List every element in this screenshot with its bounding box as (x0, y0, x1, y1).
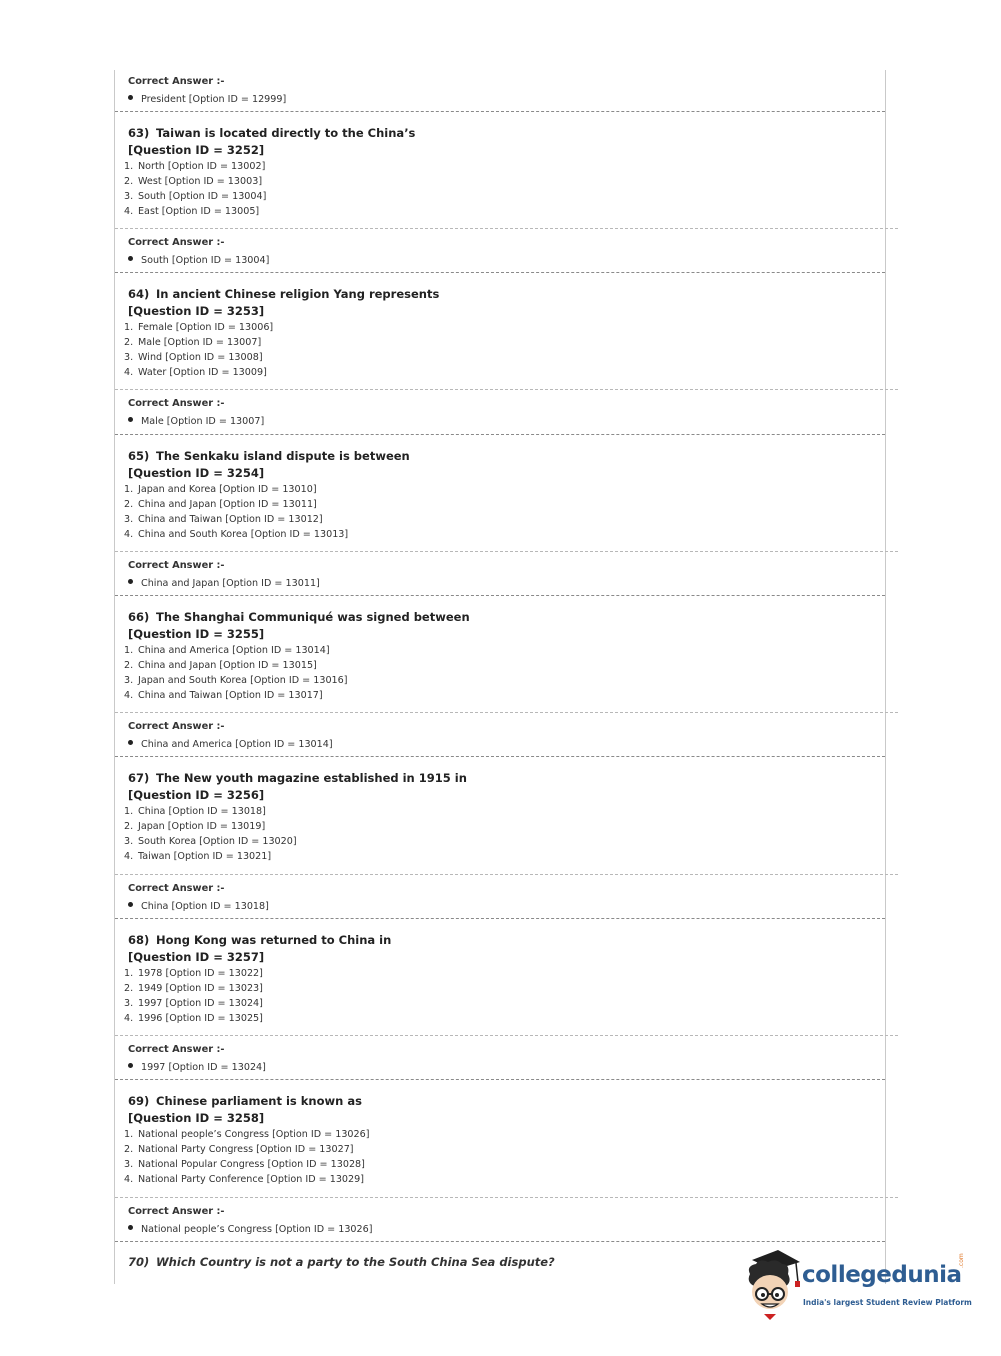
question-block (115, 125, 898, 219)
answer-label: Correct Answer :- (128, 237, 225, 248)
bullet-icon (128, 1063, 133, 1068)
bullet-icon (128, 740, 133, 745)
answer-label: Correct Answer :- (128, 1044, 225, 1055)
logo-tagline: India's largest Student Review Platform (803, 1298, 972, 1307)
question-block (115, 448, 898, 542)
bullet-icon (128, 902, 133, 907)
option-item: 4. 1996 [Option ID = 13025] (124, 1013, 263, 1024)
option-list (124, 482, 898, 542)
option-list (124, 320, 898, 380)
bullet-icon (128, 579, 133, 584)
question-title: 65) The Senkaku island dispute is between (128, 449, 410, 463)
question-separator (115, 111, 885, 112)
question-id: [Question ID = 3253] (128, 304, 265, 318)
answer-block (115, 389, 898, 430)
question-separator (115, 1241, 885, 1242)
option-item: 2. National Party Congress [Option ID = 13027] (124, 1144, 354, 1155)
question-title: 67) The New youth magazine established in 1915 in (128, 771, 467, 785)
document-page (114, 70, 886, 1284)
option-item: 1. 1978 [Option ID = 13022] (124, 968, 263, 979)
answer-block (115, 712, 898, 753)
logo-wordmark: collegedunia (802, 1262, 962, 1288)
answer-value: President [Option ID = 12999] (128, 92, 898, 108)
mascot-icon (742, 1248, 804, 1320)
option-list (124, 966, 898, 1026)
question-id: [Question ID = 3258] (128, 1111, 265, 1125)
question-separator (115, 756, 885, 757)
question-id: [Question ID = 3257] (128, 950, 265, 964)
question-title: 70) Which Country is not a party to the South China Sea dispute? (128, 1255, 555, 1269)
option-item: 2. China and Japan [Option ID = 13015] (124, 660, 317, 671)
option-item: 4. China and Taiwan [Option ID = 13017] (124, 690, 323, 701)
collegedunia-logo (742, 1248, 974, 1320)
option-item: 1. Japan and Korea [Option ID = 13010] (124, 484, 317, 495)
question-title: 69) Chinese parliament is known as (128, 1094, 362, 1108)
bullet-icon (128, 417, 133, 422)
option-item: 4. China and South Korea [Option ID = 13013] (124, 529, 349, 540)
answer-value: South [Option ID = 13004] (128, 253, 898, 269)
option-item: 4. Taiwan [Option ID = 13021] (124, 851, 272, 862)
option-item: 3. South [Option ID = 13004] (124, 191, 267, 202)
question-block (115, 609, 898, 703)
option-item: 4. Water [Option ID = 13009] (124, 367, 267, 378)
option-item: 1. Female [Option ID = 13006] (124, 322, 274, 333)
answer-value: China and Japan [Option ID = 13011] (128, 576, 898, 592)
option-item: 3. Japan and South Korea [Option ID = 13016] (124, 675, 348, 686)
answer-label: Correct Answer :- (128, 560, 225, 571)
question-block (115, 1093, 898, 1187)
question-id: [Question ID = 3254] (128, 466, 265, 480)
question-separator (115, 272, 885, 273)
question-block (115, 932, 898, 1026)
option-item: 2. West [Option ID = 13003] (124, 176, 263, 187)
option-item: 1. China and America [Option ID = 13014] (124, 645, 330, 656)
bullet-icon (128, 95, 133, 100)
option-item: 1. China [Option ID = 13018] (124, 806, 266, 817)
option-item: 3. National Popular Congress [Option ID = 13028] (124, 1159, 365, 1170)
question-separator (115, 434, 885, 435)
option-item: 1. North [Option ID = 13002] (124, 161, 266, 172)
answer-block (115, 228, 898, 269)
answer-value: Male [Option ID = 13007] (128, 414, 898, 430)
answer-label: Correct Answer :- (128, 1206, 225, 1217)
option-list (124, 159, 898, 219)
option-item: 2. China and Japan [Option ID = 13011] (124, 499, 317, 510)
option-list (124, 1127, 898, 1187)
option-item: 2. Male [Option ID = 13007] (124, 337, 262, 348)
question-id: [Question ID = 3256] (128, 788, 265, 802)
answer-block (115, 874, 898, 915)
question-title: 64) In ancient Chinese religion Yang represents (128, 287, 440, 301)
answer-block (115, 551, 898, 592)
option-list (124, 804, 898, 864)
answer-value: 1997 [Option ID = 13024] (128, 1060, 898, 1076)
option-item: 2. Japan [Option ID = 13019] (124, 821, 266, 832)
question-id: [Question ID = 3252] (128, 143, 265, 157)
option-item: 4. National Party Conference [Option ID = 13029] (124, 1174, 364, 1185)
question-title: 66) The Shanghai Communiqué was signed between (128, 610, 470, 624)
answer-label: Correct Answer :- (128, 721, 225, 732)
option-item: 3. China and Taiwan [Option ID = 13012] (124, 514, 323, 525)
option-item: 3. Wind [Option ID = 13008] (124, 352, 263, 363)
option-item: 2. 1949 [Option ID = 13023] (124, 983, 263, 994)
question-id: [Question ID = 3255] (128, 627, 265, 641)
answer-block (115, 1197, 898, 1238)
question-separator (115, 1079, 885, 1080)
answer-block (115, 1035, 898, 1076)
answer-value: National people’s Congress [Option ID = 13026] (128, 1222, 898, 1238)
question-title: 63) Taiwan is located directly to the China’s (128, 126, 416, 140)
option-item: 3. South Korea [Option ID = 13020] (124, 836, 297, 847)
question-block (115, 286, 898, 380)
question-title: 68) Hong Kong was returned to China in (128, 933, 392, 947)
answer-label: Correct Answer :- (128, 76, 225, 87)
option-item: 1. National people’s Congress [Option ID = 13026] (124, 1129, 370, 1140)
option-item: 3. 1997 [Option ID = 13024] (124, 998, 263, 1009)
question-separator (115, 918, 885, 919)
answer-value: China [Option ID = 13018] (128, 899, 898, 915)
answer-value: China and America [Option ID = 13014] (128, 737, 898, 753)
bullet-icon (128, 256, 133, 261)
option-list (124, 643, 898, 703)
answer-block (115, 68, 898, 108)
question-separator (115, 595, 885, 596)
bullet-icon (128, 1225, 133, 1230)
logo-suffix: .com (958, 1253, 965, 1268)
answer-label: Correct Answer :- (128, 883, 225, 894)
question-block (115, 770, 898, 864)
answer-label: Correct Answer :- (128, 398, 225, 409)
option-item: 4. East [Option ID = 13005] (124, 206, 260, 217)
